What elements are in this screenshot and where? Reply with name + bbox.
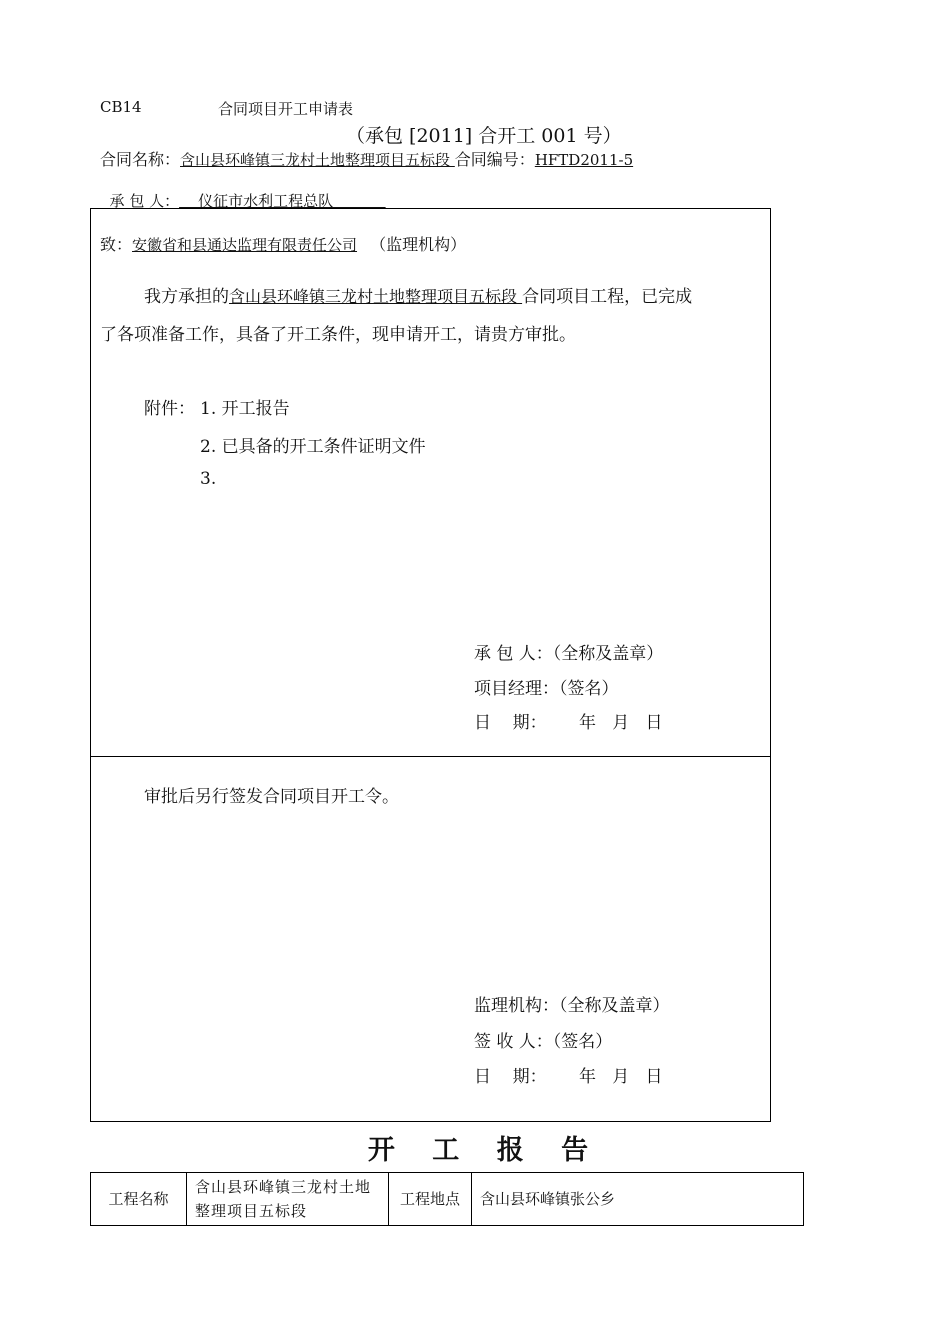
application-body-line2: 了各项准备工作，具备了开工条件，现申请开工，请贵方审批。 xyxy=(100,325,576,345)
body-prefix: 我方承担的 xyxy=(144,287,229,307)
form-title: 合同项目开工申请表 xyxy=(218,100,354,118)
project-location-label: 工程地点 xyxy=(389,1173,472,1226)
approval-text: 审批后另行签发合同项目开工令。 xyxy=(144,787,399,807)
project-name-label: 工程名称 xyxy=(91,1173,187,1226)
form-code: CB14 xyxy=(100,98,142,116)
supervisor-signature-line: 监理机构：（全称及盖章） xyxy=(474,996,670,1016)
project-location-value: 含山县环峰镇张公乡 xyxy=(472,1173,804,1226)
addressee-suffix: （监理机构） xyxy=(370,235,467,254)
body-project-name: 含山县环峰镇三龙村土地整理项目五标段 xyxy=(229,287,523,306)
contractor-row xyxy=(100,172,386,211)
contract-number-value: HFTD2011-5 xyxy=(534,151,634,169)
table-row xyxy=(91,1173,804,1226)
project-name-value: 含山县环峰镇三龙村土地整理项目五标段 xyxy=(187,1173,389,1226)
addressee-label: 致： xyxy=(100,235,133,254)
approval-date-line: 日 期： 年 月 日 xyxy=(474,1067,663,1087)
application-body-line1 xyxy=(144,282,692,307)
report-table xyxy=(90,1172,804,1226)
contract-name-row xyxy=(100,147,633,170)
document-number: （承包 [2011] 合开工 001 号） xyxy=(346,125,622,147)
addressee-value: 安徽省和县通达监理有限责任公司 xyxy=(132,236,358,254)
addressee-row xyxy=(100,232,466,255)
contractor-label: 承 包 人： xyxy=(109,192,180,210)
attachment-item-1: 1. 开工报告 xyxy=(200,399,290,419)
report-title: 开 工 报 告 xyxy=(367,1135,603,1166)
contract-number-label: 合同编号： xyxy=(454,150,535,169)
contractor-value: 仪征市水利工程总队 xyxy=(179,192,386,210)
application-date-line: 日 期： 年 月 日 xyxy=(474,713,663,733)
body-suffix: 合同项目工程，已完成 xyxy=(522,287,693,307)
approval-box xyxy=(90,756,771,1122)
receiver-signature-line: 签 收 人：（签名） xyxy=(474,1032,613,1052)
contract-name-value: 含山县环峰镇三龙村土地整理项目五标段 xyxy=(180,151,455,169)
contractor-signature-line: 承 包 人：（全称及盖章） xyxy=(474,644,664,664)
attachment-item-3: 3. xyxy=(200,469,217,489)
attachment-item-2: 2. 已具备的开工条件证明文件 xyxy=(200,437,426,457)
contract-name-label: 合同名称： xyxy=(100,150,181,169)
project-manager-signature-line: 项目经理：（签名） xyxy=(474,679,619,699)
attachments-label: 附件： xyxy=(144,399,195,419)
